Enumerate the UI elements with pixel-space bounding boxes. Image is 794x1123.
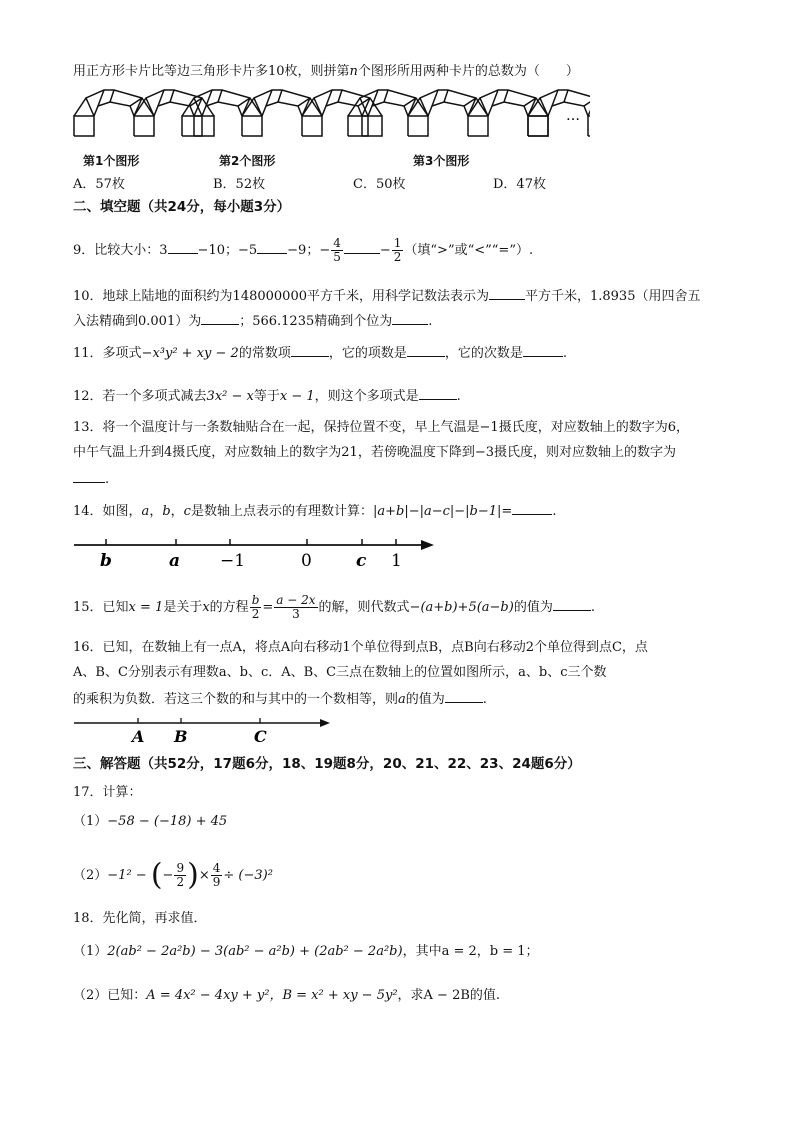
section2-title: 二、填空题（共24分，每小题3分） xyxy=(73,199,291,215)
card-edge xyxy=(384,90,388,102)
card-edge xyxy=(444,90,448,102)
axis-label-a: a xyxy=(169,551,181,571)
leg-square xyxy=(468,116,488,136)
leg-square xyxy=(362,116,382,136)
axis-label-neg1: −1 xyxy=(220,551,246,571)
card-edge xyxy=(588,98,590,116)
q14-number-line xyxy=(72,535,437,571)
card-edge xyxy=(564,90,568,102)
q18-part2: （2）已知：A = 4x² − 4xy + y²，B = x² + xy − 5y²，求A − 2B的值. xyxy=(73,988,501,1003)
q17-part1: （1）−58 − (−18) + 45 xyxy=(73,814,228,829)
q10-line1: 10．地球上陆地的面积约为148000000平方千米，用科学记数法表示为 平方千米，1.8935（用四舍五 xyxy=(73,286,700,306)
axis-label-B: B xyxy=(174,727,188,746)
leg-square xyxy=(242,116,262,136)
leg-square xyxy=(74,116,94,136)
leg-square xyxy=(182,116,202,136)
arch-inner xyxy=(202,102,242,116)
leg-square xyxy=(408,116,428,136)
q18-title: 18．先化简，再求值． xyxy=(73,911,207,926)
q8-stem: 用正方形卡片比等边三角形卡片多10枚，则拼第n个图形所用两种卡片的总数为（ ） xyxy=(73,64,579,79)
card-edge xyxy=(110,90,114,102)
arch-inner xyxy=(262,102,302,116)
section3-title: 三、解答题（共52分，17题6分，18、19题8分，20、21、22、23、24题6分） xyxy=(73,756,581,772)
leg-square xyxy=(528,116,548,136)
card-edge xyxy=(584,98,590,106)
arch-inner xyxy=(428,102,468,116)
card-pattern-figures xyxy=(70,84,590,144)
fig1-caption: 第1个图形 xyxy=(83,154,140,168)
q8-option-c: C．50枚 xyxy=(353,177,406,192)
card-edge xyxy=(170,90,174,102)
q8-option-d: D．47枚 xyxy=(493,177,546,192)
q16-line1: 16．已知，在数轴上有一点A，将点A向右移动1个单位得到点B，点B向右移动2个单位得到点C，点 xyxy=(73,640,648,655)
axis-label-C: C xyxy=(254,727,267,746)
q16-line3: 的乘积为负数．若这三个数的和与其中的一个数相等，则a的值为 . xyxy=(73,689,487,709)
leg-square xyxy=(134,116,154,136)
axis-label-A: A xyxy=(132,727,145,746)
card-edge xyxy=(338,90,342,102)
q13-line2: 中午气温上升到4摄氏度，对应数轴上的数字为21，若傍晚温度下降到−3摄氏度，则对应数轴上的数字为 xyxy=(73,445,676,460)
fig3-caption: 第3个图形 xyxy=(413,154,470,168)
q16-number-line xyxy=(72,716,334,748)
leg-square xyxy=(348,116,368,136)
fig2-caption: 第2个图形 xyxy=(219,154,276,168)
q11: 11．多项式−x³y² + xy − 2的常数项 ，它的项数是 ，它的次数是 . xyxy=(73,343,567,363)
q12: 12．若一个多项式减去3x² − x等于x − 1，则这个多项式是 . xyxy=(73,386,461,406)
axis-label-0: 0 xyxy=(301,551,312,571)
card-edge xyxy=(278,90,282,102)
q10-line2: 入法精确到0.001）为 ；566.1235精确到个位为 . xyxy=(73,311,432,331)
arch-inner xyxy=(488,102,528,116)
q15: 15．已知x = 1是关于x的方程 $\frac{b}{2}$ = $\frac{a - 2x}{3}$ 的解，则代数式−(a+b)+5(a−b)的值为 . xyxy=(73,593,595,621)
leg-square xyxy=(194,116,214,136)
arch-inner xyxy=(154,102,194,116)
q16-line2: A、B、C分别表示有理数a、b、c．A、B、C三点在数轴上的位置如图所示，a、b、c三个数 xyxy=(73,665,607,680)
q17-title: 17．计算： xyxy=(73,785,142,800)
arch-inner xyxy=(94,102,134,116)
card-edge xyxy=(504,90,508,102)
q13-line3: . xyxy=(73,469,109,489)
q9: 9．比较大小：3 −10；−5 −9；− $\frac{4}{5}$ − $\frac{1}{2}$ （填“>”或“<”“=”）. xyxy=(73,236,534,264)
q8-option-a: A．57枚 xyxy=(73,177,125,192)
axis-label-c: c xyxy=(356,551,367,571)
card-edge xyxy=(218,90,222,102)
leg-square xyxy=(528,116,548,136)
axis-label-1: 1 xyxy=(391,551,402,571)
leg-square xyxy=(302,116,322,136)
axis-label-b: b xyxy=(100,551,112,571)
q18-part1: （1）2(ab² − 2a²b) − 3(ab² − a²b) + (2ab² − 2a²b)，其中a = 2，b = 1； xyxy=(73,944,539,959)
q17-part2: （2）−1² − (− $\frac{9}{2}$ )× $\frac{4}{9}$ ÷ (−3)² xyxy=(73,857,273,893)
leg-square xyxy=(588,116,590,136)
card-edge xyxy=(86,98,94,116)
q13-line1: 13．将一个温度计与一条数轴贴合在一起，保持位置不变，早上气温是−1摄氏度，对应数轴上的数字为6， xyxy=(73,420,689,435)
q8-option-b: B．52枚 xyxy=(213,177,266,192)
ellipsis: … xyxy=(566,108,580,124)
q14: 14．如图，a，b，c是数轴上点表示的有理数计算：|a+b|−|a−c|−|b−1|= . xyxy=(73,501,556,521)
